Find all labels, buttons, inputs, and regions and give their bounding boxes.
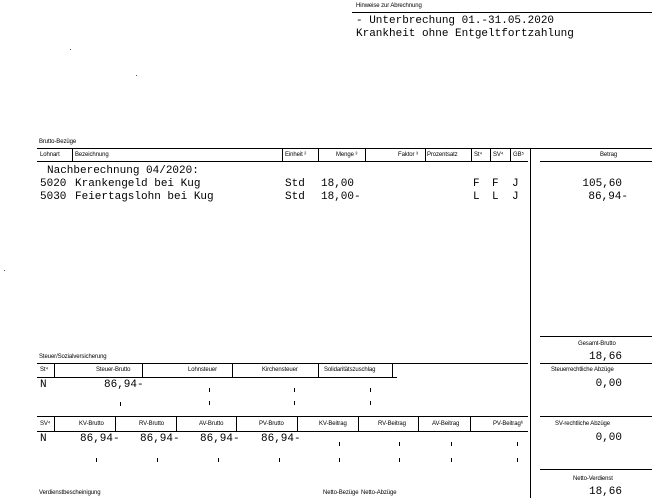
- col-lohnart: Lohnart: [40, 152, 60, 158]
- netto-verdienst-value: 18,66: [588, 486, 622, 498]
- entry-tick: [209, 388, 210, 392]
- steuer-col-kirchensteuer: Kirchensteuer: [262, 367, 298, 373]
- col-separator: [318, 364, 319, 377]
- sv-abzuege-label: SV-rechtliche Abzüge: [555, 421, 611, 427]
- col-st: St⁴: [474, 152, 482, 158]
- sv-col-pv-beitrag: PV-Beitrag⁶: [493, 421, 524, 427]
- sv-col-rv-beitrag: RV-Beitrag: [378, 421, 406, 427]
- col-betrag: Betrag: [600, 152, 618, 158]
- col-separator: [115, 417, 116, 431]
- row-einheit: Std: [285, 178, 305, 190]
- row-st: F: [473, 178, 480, 190]
- verdienstbescheinigung-label: Verdienstbescheinigung: [39, 490, 101, 496]
- entry-tick: [370, 401, 371, 405]
- steuer-st-value: N: [40, 379, 47, 391]
- row-st: L: [473, 191, 480, 203]
- steuer-col-soli: Solidaritätszuschlag: [324, 367, 376, 373]
- row-menge: 18,00-: [321, 191, 361, 203]
- steuer-right-rule: [540, 363, 652, 364]
- col-separator: [142, 364, 143, 377]
- col-sv: SV⁴: [493, 152, 504, 158]
- col-separator: [510, 149, 511, 161]
- col-separator: [418, 417, 419, 431]
- entry-tick: [279, 458, 280, 462]
- entry-tick: [339, 458, 340, 462]
- col-separator: [232, 364, 233, 377]
- gesamt-brutto-value: 18,66: [588, 351, 622, 363]
- sv-col-av-brutto: AV-Brutto: [199, 421, 224, 427]
- gesamt-rule: [540, 336, 652, 337]
- row-bezeichnung: Krankengeld bei Kug: [75, 178, 201, 190]
- col-bezeichnung: Bezeichnung: [75, 152, 109, 158]
- col-separator: [425, 149, 426, 161]
- kv-brutto-value: 86,94-: [80, 433, 120, 445]
- col-separator: [471, 149, 472, 161]
- row-menge: 18,00: [321, 178, 355, 190]
- sv-top-rule: [37, 416, 528, 417]
- col-separator: [358, 417, 359, 431]
- col-einheit: Einheit ²: [285, 152, 307, 158]
- scan-speck: [4, 270, 5, 271]
- entry-tick: [451, 458, 452, 462]
- steuer-top-rule: [37, 363, 528, 364]
- col-gb: GB⁵: [513, 152, 524, 158]
- entry-tick: [399, 442, 400, 446]
- gesamt-brutto-label: Gesamt-Brutto: [578, 341, 616, 347]
- entry-tick: [399, 458, 400, 462]
- entry-tick: [209, 401, 210, 405]
- entry-tick: [294, 401, 295, 405]
- netto-abzuege-label: Netto-Abzüge: [361, 490, 397, 496]
- steuer-header-rule: [37, 377, 397, 378]
- col-separator: [365, 149, 366, 161]
- steuer-col-st: St⁴: [40, 367, 48, 373]
- col-faktor: Faktor ³: [398, 152, 418, 158]
- col-separator: [297, 417, 298, 431]
- brutto-top-rule: [37, 148, 652, 149]
- row-gb: J: [512, 178, 519, 190]
- entry-tick: [294, 388, 295, 392]
- entry-tick: [517, 442, 518, 446]
- scan-speck: [70, 49, 71, 50]
- netto-bezuege-label: Netto-Bezüge: [323, 490, 359, 496]
- col-separator: [470, 417, 471, 431]
- row-sv: L: [492, 191, 499, 203]
- col-separator: [176, 417, 177, 431]
- steuer-col-brutto: Steuer-Brutto: [96, 367, 131, 373]
- row-betrag: 86,94-: [588, 191, 628, 203]
- entry-tick: [157, 458, 158, 462]
- pv-brutto-value: 86,94-: [261, 433, 301, 445]
- entry-tick: [451, 442, 452, 446]
- netto-verdienst-label: Netto-Verdienst: [573, 476, 613, 482]
- steuer-abzuege-value: 0,00: [595, 378, 622, 390]
- entry-tick: [339, 442, 340, 446]
- col-separator: [236, 417, 237, 431]
- brutto-heading: Brutto-Bezüge: [39, 139, 77, 145]
- amount-column-divider: [530, 149, 531, 498]
- row-lohnart: 5030: [40, 191, 67, 203]
- entry-tick: [96, 458, 97, 462]
- col-prozentsatz: Prozentsatz: [427, 152, 458, 158]
- row-bezeichnung: Feiertagslohn bei Kug: [75, 191, 214, 203]
- betrag-header-rule: [540, 161, 652, 162]
- entry-tick: [218, 458, 219, 462]
- sv-col-av-beitrag: AV-Beitrag: [432, 421, 460, 427]
- sv-header-rule: [37, 431, 528, 432]
- rv-brutto-value: 86,94-: [140, 433, 180, 445]
- sv-col-kv-beitrag: KV-Beitrag: [319, 421, 347, 427]
- sv-col-sv: SV⁴: [40, 421, 51, 427]
- hinweise-heading: Hinweise zur Abrechnung: [356, 3, 422, 9]
- brutto-subheading: Nachberechnung 04/2020:: [47, 165, 199, 177]
- entry-tick: [370, 388, 371, 392]
- brutto-header-rule: [37, 161, 528, 162]
- steuer-brutto-value: 86,94-: [104, 379, 144, 391]
- col-separator: [318, 149, 319, 161]
- col-separator: [72, 149, 73, 161]
- col-separator: [490, 149, 491, 161]
- entry-tick: [517, 458, 518, 462]
- hinweise-line-2: Krankheit ohne Entgeltfortzahlung: [356, 28, 574, 40]
- sv-abzuege-value: 0,00: [595, 432, 622, 444]
- col-separator: [282, 149, 283, 161]
- hinweise-line-1: - Unterbrechung 01.-31.05.2020: [356, 15, 555, 27]
- steuer-col-lohnsteuer: Lohnsteuer: [188, 367, 218, 373]
- sv-right-rule: [540, 416, 652, 417]
- sv-col-pv-brutto: PV-Brutto: [259, 421, 284, 427]
- entry-tick: [120, 402, 121, 406]
- col-separator: [54, 364, 55, 377]
- row-betrag: 105,60: [582, 178, 622, 190]
- steuer-heading: Steuer/Sozialversicherung: [39, 354, 107, 360]
- hinweise-rule: [352, 12, 652, 13]
- av-brutto-value: 86,94-: [200, 433, 240, 445]
- row-sv: F: [492, 178, 499, 190]
- row-einheit: Std: [285, 191, 305, 203]
- steuer-abzuege-label: Steuerrechtliche Abzüge: [551, 367, 614, 373]
- scan-speck: [136, 75, 137, 76]
- col-separator: [392, 364, 393, 377]
- sv-value: N: [40, 433, 47, 445]
- sv-col-rv-brutto: RV-Brutto: [139, 421, 165, 427]
- row-lohnart: 5020: [40, 178, 67, 190]
- col-menge: Menge ³: [336, 152, 358, 158]
- netto-rule: [540, 469, 652, 470]
- col-separator: [54, 417, 55, 431]
- sv-col-kv-brutto: KV-Brutto: [79, 421, 104, 427]
- row-gb: J: [512, 191, 519, 203]
